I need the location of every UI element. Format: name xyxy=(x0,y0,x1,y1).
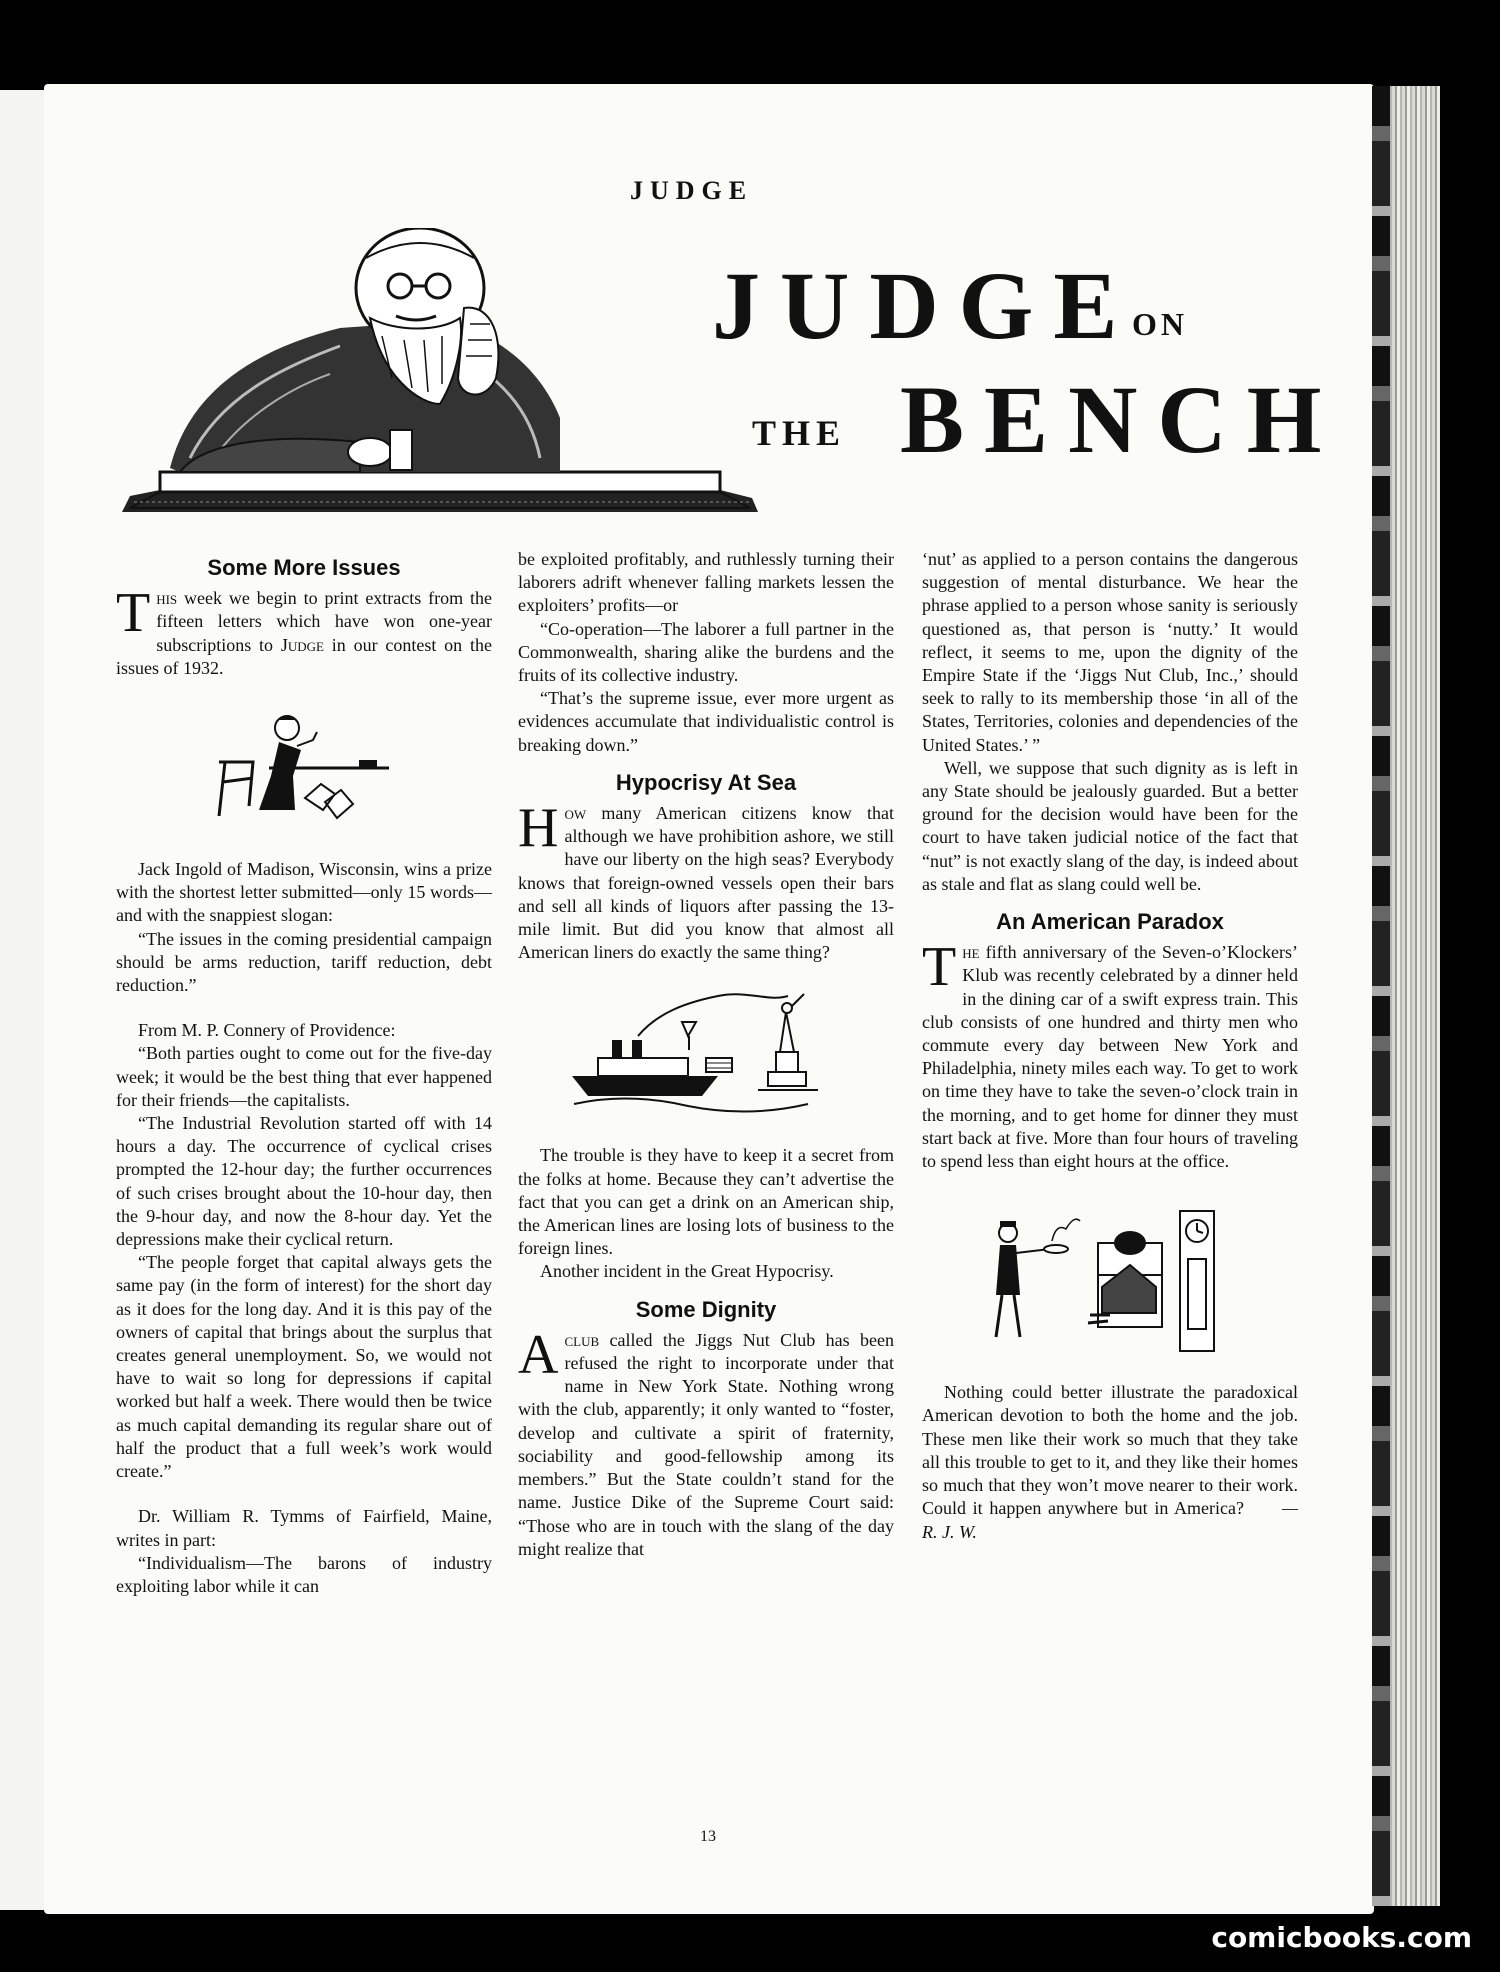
article-paragraph: Jack Ingold of Madison, Wisconsin, wins a prize with the shortest letter submitted—only 15 words—and with the snappiest slogan: xyxy=(116,859,492,926)
article-paragraph: How many American citizens know that although we have prohibition ashore, we still have our liberty on the high seas? Everybody knows that foreign-owned vessels open their bars and sell all kinds of liquors after passing the 13-mile limit. But did you know that almost all American liners do exactly the same thing? xyxy=(518,797,894,963)
drop-cap: H xyxy=(518,797,559,860)
section-heading: Hypocrisy At Sea xyxy=(615,769,797,795)
ship-and-statue-of-liberty-illustration xyxy=(568,992,844,1120)
waiter-serving-man-illustration xyxy=(980,1203,1240,1353)
article-paragraph: Another incident in the Great Hypocrisy. xyxy=(540,1261,834,1282)
title-judge: JUDGE xyxy=(712,252,1138,359)
section-heading: Some More Issues xyxy=(207,555,401,580)
judge-at-bench-illustration xyxy=(120,228,760,524)
article-paragraph: “Both parties ought to come out for the five-day week; it would be the best thing that ever happened for their friends—the capitalists. xyxy=(116,1043,492,1110)
title-the: THE xyxy=(752,413,847,453)
article-paragraph: “The issues in the coming presidential campaign should be arms reduction, tariff reduction, debt reduction.” xyxy=(116,928,492,996)
article-paragraph: “Individualism—The barons of industry exploiting labor while it can xyxy=(116,1552,492,1596)
article-paragraph: This week we begin to print extracts from the fifteen letters which have won one-year subscriptions to Judge in our contest on the issues of 1932. xyxy=(116,582,492,678)
article-paragraph: Well, we suppose that such dignity as is left in any State should be jealously guarded. But a better ground for the decision would have been for the court to have taken judicial notice of the fact that “nut” is not exactly slang of the day, is indeed about as stale and flat as slang could well be. xyxy=(922,757,1298,894)
article-paragraph: “The people forget that capital always gets the same pay (in the form of interest) for the short day as it does for the long day. And it is this pay of the owners of capital that brings about the surplus that creates general unemployment. So, we would not have to wait so long for depressions if capital worked but half a week. There would then be twice as much capital demanding its regular share out of half the product that a full week’s work would create.” xyxy=(116,1252,492,1482)
title-on: ON xyxy=(1132,306,1188,342)
article-paragraph: “That’s the supreme issue, ever more urgent as evidences accumulate that individualistic control is breaking down.” xyxy=(518,688,894,755)
drop-cap: T xyxy=(116,582,151,645)
article-paragraph: “The Industrial Revolution started off with 14 hours a day. The occurrence of cyclical crises prompted the 12-hour day; the further occurrences of such crises brought about the 10-hour day, then the 9-hour day, and now the 8-hour day. Yet the depressions make their cyclical return. xyxy=(116,1113,492,1250)
column-2 xyxy=(518,548,894,1561)
article-paragraph: Dr. William R. Tymms of Fairfield, Maine, writes in part: xyxy=(116,1506,492,1550)
article-paragraph: The fifth anniversary of the Seven-o’Klockers’ Klub was recently celebrated by a dinner held in the dining car of a swift express train. This club consists of one hundred and thirty men who commute every day between New York and Philadelphia, ninety miles each way. To get to work on time they have to take the seven-o’clock train in the morning, and to get home for dinner they must start back at five. More than four hours of traveling to spend less than eight hours at the office. xyxy=(922,936,1298,1172)
article-paragraph: The trouble is they have to keep it a secret from the folks at home. Because they can’t advertise the fact that you can get a drink on an American ship, the American lines are losing lots of business to the foreign lines. xyxy=(518,1145,894,1259)
page-number: 13 xyxy=(700,1828,716,1845)
column-1 xyxy=(116,548,492,1598)
drop-cap: A xyxy=(518,1323,559,1386)
binding-spine xyxy=(1372,86,1390,1906)
section-heading: Some Dignity xyxy=(635,1296,777,1322)
drop-cap: T xyxy=(922,936,957,999)
column-3 xyxy=(922,548,1298,1544)
article-paragraph: ‘nut’ as applied to a person contains the dangerous suggestion of mental disturbance. We hear the phrase applied to a person whose sanity is seriously questioned as, that person is ‘nutty.’ It would reflect, it seems to me, upon the dignity of the Empire State if the ‘Jiggs Nut Club, Inc.,’ should seek to rally to its membership those ‘in all of the States, Territories, colonies and dependencies of the United States.’ ” xyxy=(922,549,1298,755)
article-paragraph: Nothing could better illustrate the paradoxical American devotion to both the home and the job. These men like their work so much that they take all this trouble to get to it, and they like their homes so much that they won’t move nearer to their work. Could it happen anywhere but in America? —R. J. W. xyxy=(922,1382,1298,1542)
article-paragraph: Aclub called the Jiggs Nut Club has been refused the right to incorporate under that name in New York State. Nothing wrong with the club, apparently; it only wanted to “foster, develop and cultivate a spirit of fraternity, sociability and good-fellowship among its members.” But the State couldn’t stand for the name. Justice Dike of the Supreme Court said: “Those who are in touch with the slang of the day might realize that xyxy=(518,1323,894,1559)
article-paragraph: From M. P. Connery of Providence: xyxy=(138,1020,396,1041)
section-heading: An American Paradox xyxy=(996,909,1224,935)
watermark: comicbooks.com xyxy=(1211,1921,1472,1954)
running-head: JUDGE xyxy=(630,176,754,205)
article-paragraph: be exploited profitably, and ruthlessly turning their laborers adrift whenever falling markets lessen the exploiters’ profits—or xyxy=(518,549,894,616)
author-signature: —R. J. W. xyxy=(922,1498,1298,1542)
article-paragraph: “Co-operation—The laborer a full partner in the Commonwealth, sharing alike the burdens and the fruits of its collective industry. xyxy=(518,618,894,686)
woman-writing-illustration xyxy=(209,706,399,824)
title-bench: BENCH xyxy=(900,366,1342,473)
